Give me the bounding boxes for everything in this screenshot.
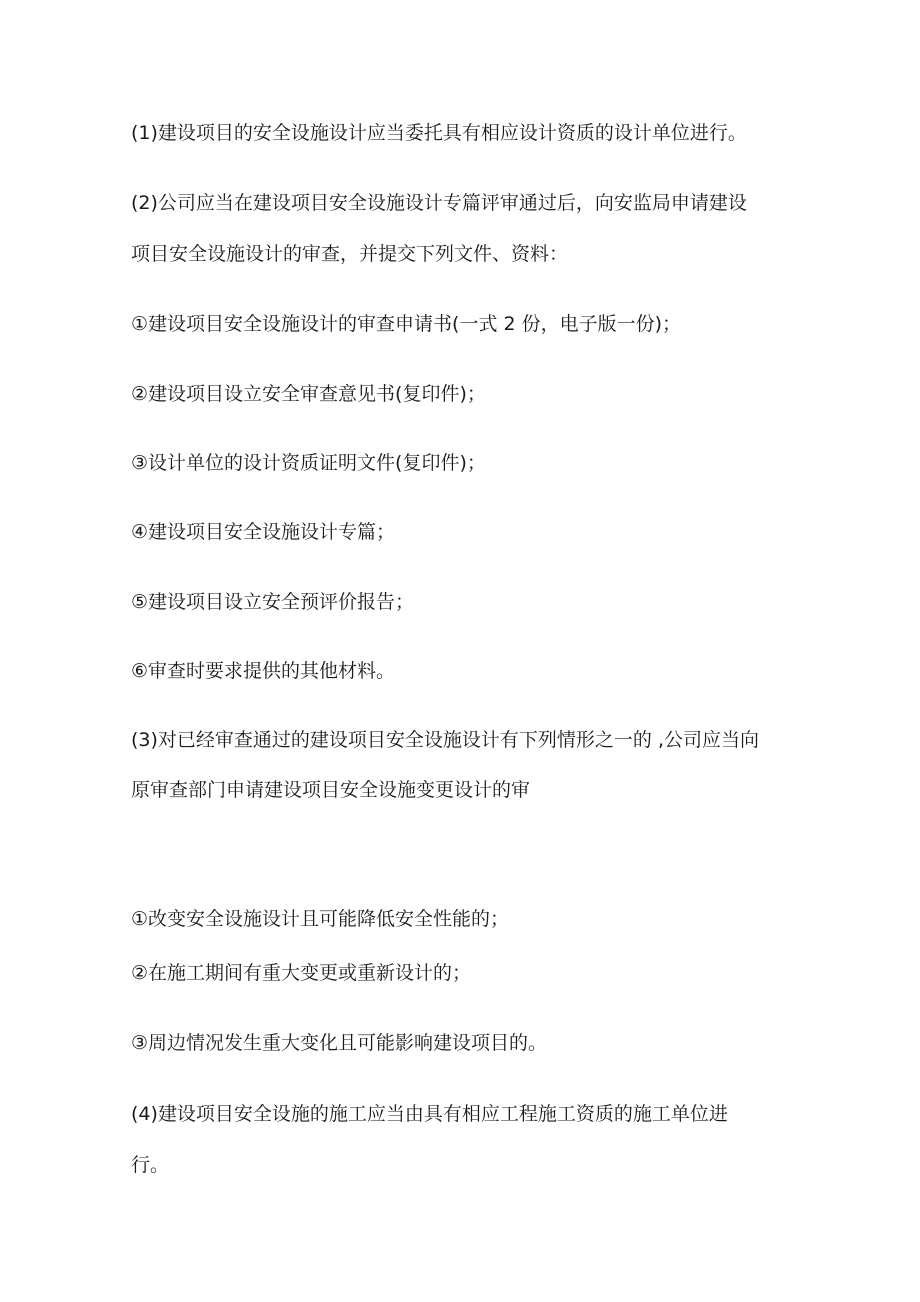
list-item-2: ②建设项目设立安全审查意见书(复印件)；: [131, 383, 486, 405]
list-item-3: ③设计单位的设计资质证明文件(复印件)；: [131, 452, 486, 474]
paragraph-3-line-2: 原审查部门申请建设项目安全设施变更设计的审: [131, 779, 531, 801]
paragraph-4-line-2: 行。: [131, 1154, 170, 1176]
list-item-1: ①建设项目安全设施设计的审查申请书(一式 2 份，电子版一份)；: [131, 313, 682, 335]
paragraph-1-line-1: (1)建设项目的安全设施设计应当委托具有相应设计资质的设计单位进行。: [131, 122, 747, 144]
paragraph-3-line-1: (3)对已经审查通过的建设项目安全设施设计有下列情形之一的 ,公司应当向: [131, 729, 759, 751]
change-item-1: ①改变安全设施设计且可能降低安全性能的；: [131, 908, 510, 930]
list-item-6: ⑥审查时要求提供的其他材料。: [131, 660, 396, 682]
list-item-5: ⑤建设项目设立安全预评价报告；: [131, 591, 415, 613]
change-item-3: ③周边情况发生重大变化且可能影响建设项目的。: [131, 1032, 548, 1054]
change-item-2: ②在施工期间有重大变更或重新设计的；: [131, 962, 472, 984]
list-item-4: ④建设项目安全设施设计专篇；: [131, 521, 396, 543]
paragraph-2-line-1: (2)公司应当在建设项目安全设施设计专篇评审通过后，向安监局申请建设: [131, 192, 747, 214]
paragraph-4-line-1: (4)建设项目安全设施的施工应当由具有相应工程施工资质的施工单位进: [131, 1103, 728, 1125]
paragraph-2-line-2: 项目安全设施设计的审查，并提交下列文件、资料：: [131, 243, 569, 265]
